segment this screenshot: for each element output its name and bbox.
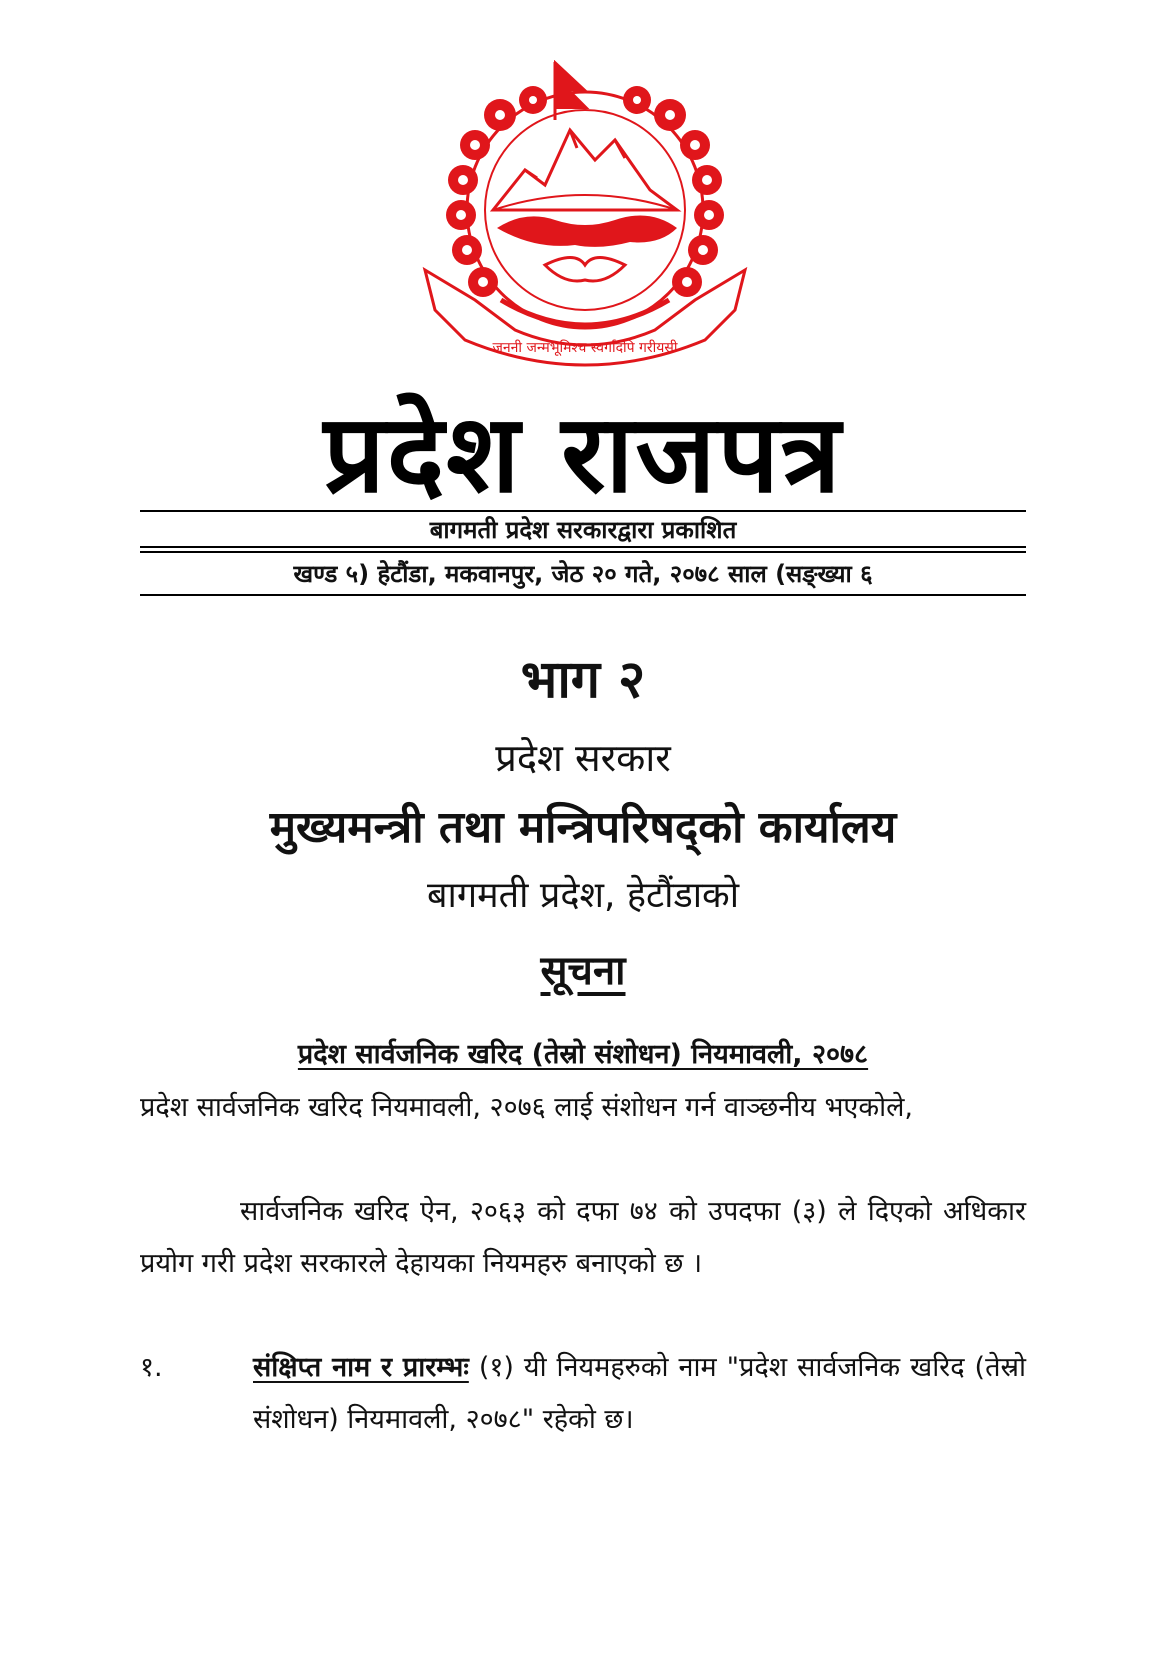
rule-1-body: [253, 1342, 1026, 1446]
rule-1-text: (१) यी नियमहरुको नाम "प्रदेश सार्वजनिक खरिद (तेस्रो संशोधन) नियमावली, २०७८" रहेको छ।: [253, 1352, 1026, 1435]
middle-rule-1: [140, 546, 1026, 548]
notice-heading: सूचना: [540, 948, 626, 994]
bottom-rule: [140, 594, 1026, 596]
preamble-paragraph-2: सार्वजनिक खरिद ऐन, २०६३ को दफा ७४ को उपदफा (३) ले दिएको अधिकार प्रयोग गरी प्रदेश सरकारले देहायका नियमहरु बनाएको छ ।: [140, 1196, 1026, 1279]
issue-line: खण्ड ५) हेटौंडा, मकवानपुर, जेठ २० गते, २०७८ साल (सङ्ख्या ६: [293, 560, 873, 588]
emblem-motto: जननी जन्मभूमिश्च स्वर्गादपि गरीयसी: [492, 340, 678, 356]
masthead-title: प्रदेश राजपत्र: [323, 392, 843, 517]
middle-rule-2: [140, 551, 1026, 553]
nepal-emblem-icon: [405, 60, 765, 380]
preamble-paragraph-1: प्रदेश सार्वजनिक खरिद नियमावली, २०७६ लाई संशोधन गर्न वाञ्छनीय भएकोले,: [140, 1092, 913, 1123]
rule-1-heading: संक्षिप्त नाम र प्रारम्भः: [253, 1352, 469, 1383]
government-heading: प्रदेश सरकार: [495, 736, 671, 780]
office-heading: मुख्यमन्त्री तथा मन्त्रिपरिषद्को कार्यालय: [269, 802, 897, 853]
top-rule: [140, 510, 1026, 512]
publisher-line: बागमती प्रदेश सरकारद्वारा प्रकाशित: [429, 516, 737, 544]
place-heading: बागमती प्रदेश, हेटौंडाको: [426, 875, 740, 916]
regulation-title: प्रदेश सार्वजनिक खरिद (तेस्रो संशोधन) नियमावली, २०७८: [297, 1039, 869, 1070]
rule-number: १.: [140, 1352, 163, 1383]
part-heading: भाग २: [520, 650, 646, 710]
